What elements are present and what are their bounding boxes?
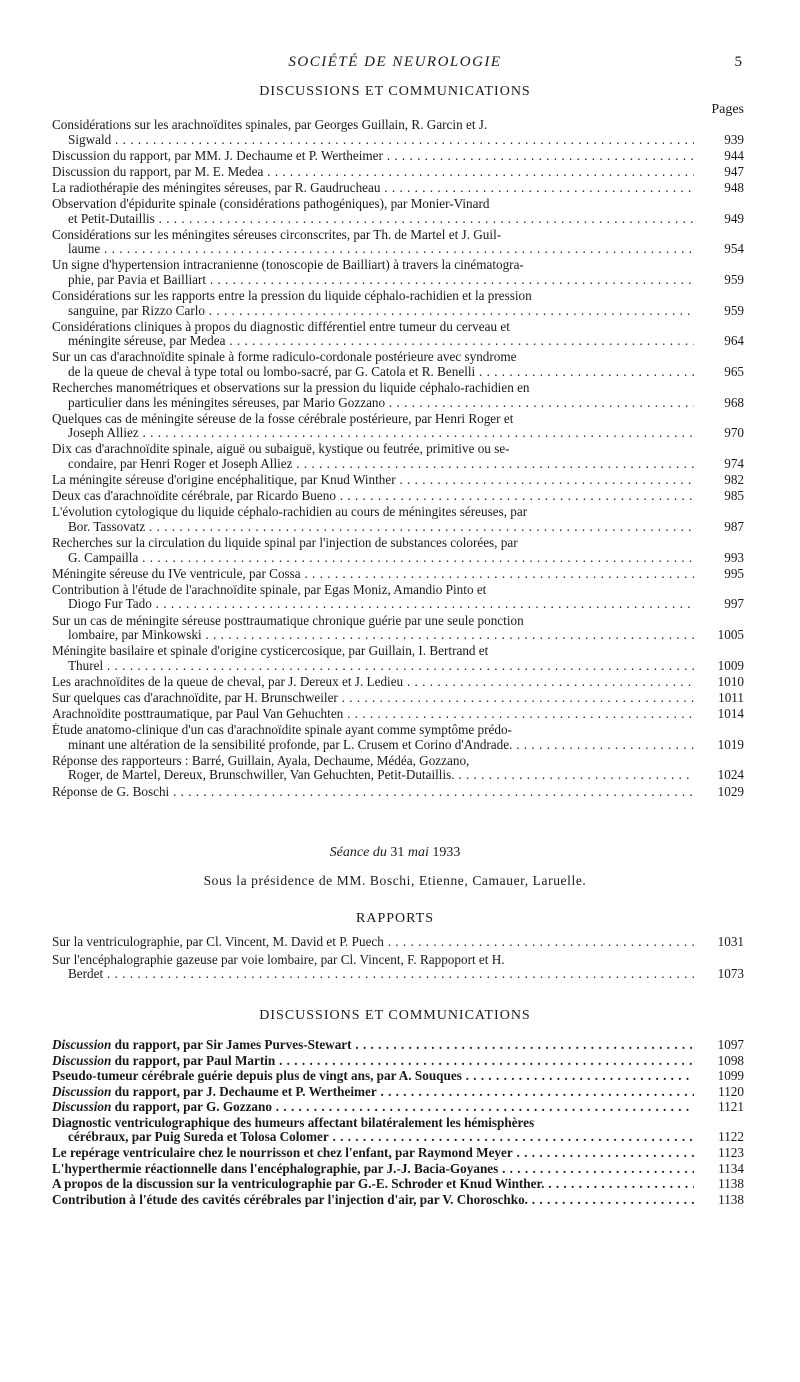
toc-entry (52, 472, 744, 488)
toc-entry-line: Diogo Fur Tado (68, 597, 152, 612)
toc-entry-line: Observation d'épidurite spinale (considérations pathogéniques), par Monier-Vinard (52, 196, 490, 211)
toc-entry-text (52, 133, 694, 148)
toc-entry-text (52, 1193, 694, 1208)
toc-entry (52, 753, 744, 783)
toc-entry-line: Étude anatomo-clinique d'un cas d'arachnoïdite spinale ayant comme symptôme prédo- (52, 723, 512, 738)
toc-entry-text (52, 1100, 694, 1115)
toc-entry (52, 644, 744, 673)
toc-entry-text (52, 258, 694, 273)
toc-entry-text (52, 1069, 694, 1084)
toc-entry-line: Les arachnoïdites de la queue de cheval, par J. Dereux et J. Ledieu (52, 674, 404, 689)
toc-entry-line: Bor. Tassovatz (68, 519, 146, 534)
toc-entry-line: particulier dans les méningites séreuses, par Mario Gozzano (68, 395, 386, 410)
toc-entry-text (52, 644, 694, 659)
toc-entry-text (52, 197, 694, 212)
toc-entry-line: La méningite séreuse d'origine encéphalitique, par Knud Winther (52, 473, 396, 488)
toc-entry-page: 970 (724, 425, 744, 441)
toc-entry-line: L'hyperthermie réactionnelle dans l'encéphalographie, par J.-J. Bacia-Goyanes (52, 1161, 499, 1176)
running-head (52, 48, 742, 72)
toc-entry (52, 1176, 744, 1192)
toc-entry (52, 1099, 744, 1115)
session-title-italic: Séance du (329, 845, 387, 861)
toc-entry-line: du rapport, par G. Gozzano (111, 1100, 272, 1115)
toc-entry-line: cérébraux, par Puig Sureda et Tolosa Colomer (68, 1130, 329, 1145)
toc-entry-line: Contribution à l'étude des cavités cérébrales par l'injection d'air, par V. Choroschko. (52, 1192, 528, 1207)
toc-entry-text (52, 551, 694, 566)
toc-entry-line: Roger, de Martel, Dereux, Brunschwiller, Van Gehuchten, Petit-Dutaillis. (68, 768, 455, 783)
toc-entry (52, 118, 744, 147)
toc-entry-line: Considérations sur les arachnoïdites spinales, par Georges Guillain, R. Garcin et J. (52, 118, 488, 132)
toc-entry (52, 179, 744, 196)
toc-entry-line: Sur l'encéphalographie gazeuse par voie lombaire, par Cl. Vincent, F. Rappoport et H. (52, 952, 505, 967)
toc-entry (52, 582, 744, 612)
toc-entry-text (52, 289, 694, 304)
toc-entry-text (52, 228, 694, 243)
toc-entry-page: 1031 (717, 934, 744, 950)
toc-entry-text (52, 426, 694, 441)
toc-entry-text (52, 707, 694, 722)
toc-entry-line: du rapport, par Paul Martin (111, 1053, 276, 1068)
toc-entry-line: du rapport, par J. Dechaume et P. Wertheimer (111, 1084, 377, 1099)
toc-section-2 (52, 934, 744, 982)
toc-entry-text (52, 967, 694, 982)
toc-entry (52, 613, 744, 643)
toc-entry-text (52, 1130, 694, 1145)
toc-entry-text (52, 365, 694, 380)
toc-entry-text (52, 520, 694, 535)
toc-entry-page: 1123 (718, 1145, 744, 1161)
toc-entry-page: 987 (724, 518, 744, 534)
toc-entry-line: Deux cas d'arachnoïdite cérébrale, par Ricardo Bueno (52, 489, 336, 504)
toc-section-1 (52, 118, 744, 799)
page-number: 5 (734, 54, 742, 70)
toc-entry (52, 783, 744, 800)
toc-entry-text (52, 350, 694, 365)
toc-entry-text (52, 1177, 694, 1192)
toc-entry (52, 934, 744, 950)
toc-entry-line: A propos de la discussion sur la ventriculographie par G.-E. Schroder et Knud Winther. (52, 1177, 545, 1192)
toc-entry-text (52, 1038, 694, 1053)
toc-entry-line: G. Campailla (68, 550, 139, 565)
toc-entry-text (52, 273, 694, 288)
toc-entry-text (52, 381, 694, 396)
running-title: SOCIÉTÉ DE NEUROLOGIE (288, 54, 502, 70)
toc-entry-page: 1099 (717, 1068, 744, 1084)
toc-entry-line: Thurel (68, 658, 104, 673)
section-heading-rapports: RAPPORTS (356, 911, 434, 927)
toc-entry-text (52, 723, 694, 738)
toc-entry (52, 258, 744, 287)
toc-entry-line: Quelques cas de méningite séreuse de la fosse cérébrale postérieure, par Henri Roger et (52, 411, 514, 426)
toc-entry-line: Joseph Alliez (68, 426, 139, 441)
toc-entry (52, 196, 744, 226)
pages-column-label: Pages (711, 102, 744, 117)
toc-entry-page: 995 (724, 565, 744, 581)
toc-entry-line: Réponse de G. Boschi (52, 784, 170, 799)
toc-entry-text (52, 935, 694, 950)
toc-entry-page: 1024 (717, 767, 744, 783)
toc-entry-text (52, 320, 694, 335)
toc-entry (52, 411, 744, 441)
toc-entry-text (52, 396, 694, 411)
toc-entry-page: 974 (724, 456, 744, 472)
toc-entry-line: de la queue de cheval à type total ou lombo-sacré, par G. Catola et R. Benelli (68, 365, 476, 379)
toc-entry-line: La radiothérapie des méningites séreuses, par R. Gaudrucheau (52, 180, 381, 195)
session-year: 1933 (432, 845, 461, 861)
toc-entry-line: Discussion du rapport, par MM. J. Dechaume et P. Wertheimer (52, 148, 383, 163)
toc-entry-line: Sur quelques cas d'arachnoïdite, par H. Brunschweiler (52, 690, 338, 705)
toc-entry-page: 1121 (718, 1099, 744, 1115)
toc-entry-page: 947 (724, 163, 744, 179)
toc-entry (52, 442, 744, 472)
toc-entry (52, 536, 744, 565)
toc-entry-line: Diagnostic ventriculographique des humeurs affectant bilatéralement les hémisphères (52, 1115, 535, 1130)
toc-entry-line: Recherches manométriques et observations sur la pression du liquide céphalo-rachidien en (52, 381, 530, 396)
toc-entry-text (52, 659, 694, 674)
toc-entry-page: 965 (724, 364, 744, 379)
toc-entry (52, 488, 744, 504)
toc-entry-text (52, 953, 694, 968)
section-heading-discussions: DISCUSSIONS ET COMMUNICATIONS (259, 84, 531, 99)
toc-entry-page: 1029 (717, 783, 744, 799)
toc-entry-page: 1009 (717, 657, 744, 673)
toc-entry-text (52, 489, 694, 504)
toc-entry-text (52, 149, 694, 164)
toc-entry-page: 1122 (718, 1129, 744, 1145)
toc-entry (52, 319, 744, 349)
toc-entry (52, 1115, 744, 1145)
toc-entry-lead: Discussion (52, 1084, 112, 1099)
toc-entry-page: 948 (724, 179, 744, 195)
toc-entry-text (52, 1146, 694, 1161)
toc-entry-page: 982 (724, 472, 744, 488)
toc-entry-page: 1098 (717, 1052, 744, 1068)
toc-entry-line: Méningite séreuse du IVe ventricule, par Cossa (52, 566, 301, 581)
toc-entry-text (52, 1054, 694, 1069)
toc-entry-page: 985 (724, 488, 744, 504)
toc-entry-text (52, 181, 694, 196)
toc-entry-line: laume (68, 242, 101, 257)
toc-entry-page: 1073 (717, 966, 744, 982)
session-month: mai (407, 845, 429, 861)
toc-entry-text (52, 505, 694, 520)
toc-entry (52, 381, 744, 410)
toc-entry (52, 1160, 744, 1177)
toc-entry-line: Méningite basilaire et spinale d'origine cysticercosique, par Guillain, I. Bertrand et (52, 644, 489, 659)
toc-entry (52, 1145, 744, 1161)
toc-entry-page: 997 (724, 596, 744, 612)
toc-entry-text (52, 242, 694, 257)
toc-entry-page: 944 (724, 147, 744, 163)
toc-entry-text (52, 785, 694, 800)
toc-entry (52, 505, 744, 534)
toc-entry (52, 147, 744, 164)
session-date-number: 31 (390, 845, 405, 861)
toc-entry (52, 1191, 744, 1208)
toc-entry (52, 289, 744, 318)
toc-entry-line: phie, par Pavia et Bailliart (68, 272, 207, 287)
toc-entry-line: L'évolution cytologique du liquide céphalo-rachidien au cours de méningites séreuses, par (52, 505, 528, 520)
toc-entry-text (52, 738, 694, 753)
toc-entry-lead: Discussion (52, 1100, 112, 1115)
toc-entry (52, 1068, 744, 1084)
toc-entry-line: condaire, par Henri Roger et Joseph Alliez (68, 457, 293, 472)
toc-entry-page: 1138 (718, 1176, 744, 1192)
toc-entry-page: 1005 (717, 627, 744, 643)
toc-entry-line: Considérations sur les méningites séreuses circonscrites, par Th. de Martel et J. Guil- (52, 227, 502, 242)
toc-entry-line: méningite séreuse, par Medea (68, 334, 226, 349)
toc-entry-line: et Petit-Dutaillis (68, 211, 155, 226)
toc-entry-page: 1019 (717, 736, 744, 752)
toc-entry-page: 949 (724, 210, 744, 226)
toc-entry-line: Pseudo-tumeur cérébrale guérie depuis plus de vingt ans, par A. Souques (52, 1069, 462, 1084)
toc-entry-line: Sur un cas de méningite séreuse posttraumatique chronique guérie par une seule ponction (52, 613, 524, 628)
toc-entry-text (52, 1162, 694, 1177)
toc-entry-text (52, 442, 694, 457)
toc-entry-text (52, 614, 694, 629)
toc-entry-text (52, 165, 694, 180)
toc-entry-page: 1120 (718, 1083, 744, 1099)
toc-entry-text (52, 536, 694, 551)
toc-entry-line: Arachnoïdite posttraumatique, par Paul Van Gehuchten (52, 707, 344, 722)
toc-entry-page: 1134 (718, 1160, 744, 1176)
toc-entry-page: 1010 (717, 673, 744, 689)
toc-entry-line: Discussion du rapport, par M. E. Medea (52, 164, 264, 179)
toc-entry-line: minant une altération de la sensibilité profonde, par L. Crusem et Corino d'Andrade. (68, 737, 513, 752)
toc-entry-text (52, 691, 694, 706)
toc-entry-line: Considérations sur les rapports entre la pression du liquide céphalo-rachidien et la pression (52, 289, 532, 304)
toc-entry-text (52, 567, 694, 582)
toc-entry-text (52, 1085, 694, 1100)
toc-entry-lead: Discussion (52, 1053, 112, 1068)
toc-entry-line: Berdet (68, 967, 104, 982)
toc-entry-text (52, 597, 694, 612)
toc-entry-page: 1011 (718, 689, 744, 705)
toc-entry (52, 689, 744, 706)
section-heading-discussions-2: DISCUSSIONS ET COMMUNICATIONS (259, 1007, 531, 1023)
toc-entry-line: Sigwald (68, 132, 112, 147)
toc-entry-text (52, 334, 694, 349)
toc-entry-page: 959 (724, 302, 744, 318)
toc-entry-text (52, 118, 694, 133)
toc-entry-text (52, 212, 694, 227)
toc-entry-line: du rapport, par Sir James Purves-Stewart (111, 1037, 352, 1052)
toc-entry (52, 1052, 744, 1069)
toc-entry-line: Dix cas d'arachnoïdite spinale, aiguë ou subaiguë, kystique ou feutrée, primitive ou se- (52, 442, 510, 457)
toc-entry (52, 706, 744, 722)
toc-entry-page: 968 (724, 394, 744, 410)
toc-entry-line: Recherches sur la circulation du liquide spinal par l'injection de substances colorées, par (52, 536, 518, 551)
toc-entry-line: Sur la ventriculographie, par Cl. Vincent, M. David et P. Puech (52, 935, 384, 950)
toc-entry (52, 350, 744, 379)
toc-entry (52, 723, 744, 752)
toc-entry (52, 163, 744, 180)
toc-entry-text (52, 768, 694, 783)
toc-entry (52, 227, 744, 257)
toc-entry (52, 1036, 744, 1053)
toc-entry-page: 939 (724, 131, 744, 147)
toc-entry-line: Considérations cliniques à propos du diagnostic différentiel entre tumeur du cerveau et (52, 319, 510, 334)
toc-entry-line: lombaire, par Minkowski (68, 628, 202, 643)
toc-entry-text (52, 473, 694, 488)
toc-entry-text (52, 1116, 694, 1131)
toc-entry-line: Réponse des rapporteurs : Barré, Guillain, Ayala, Dechaume, Médéa, Gozzano, (52, 753, 470, 768)
toc-entry (52, 565, 744, 582)
toc-entry-line: Sur un cas d'arachnoïdite spinale à forme radiculo-cordonale postérieure avec syndrome (52, 350, 517, 365)
toc-entry-text (52, 583, 694, 598)
toc-section-3 (52, 1036, 744, 1208)
toc-entry-page: 993 (724, 549, 744, 565)
toc-entry-page: 1014 (717, 706, 744, 722)
toc-entry (52, 673, 744, 690)
toc-entry-page: 959 (724, 271, 744, 287)
toc-entry-page: 1097 (717, 1036, 744, 1052)
toc-entry-text (52, 754, 694, 769)
toc-entry-line: Contribution à l'étude de l'arachnoïdite spinale, par Egas Moniz, Amandio Pinto et (52, 582, 487, 597)
toc-entry-text (52, 675, 694, 690)
session-title (52, 845, 738, 861)
toc-entry-text (52, 412, 694, 427)
toc-entry-page: 964 (724, 333, 744, 349)
presidence-line: Sous la présidence de MM. Boschi, Etienne, Camauer, Laruelle. (203, 873, 587, 889)
toc-entry-text (52, 628, 694, 643)
toc-entry-line: sanguine, par Rizzo Carlo (68, 303, 205, 318)
toc-entry-page: 1138 (718, 1191, 744, 1207)
toc-entry-line: Un signe d'hypertension intracranienne (tonoscopie de Bailliart) à travers la cinématogra- (52, 258, 524, 273)
toc-entry-line: Le repérage ventriculaire chez le nourrisson et chez l'enfant, par Raymond Meyer (52, 1146, 513, 1161)
toc-entry (52, 952, 744, 982)
toc-entry-lead: Discussion (52, 1037, 112, 1052)
toc-entry (52, 1083, 744, 1100)
toc-entry-page: 954 (724, 241, 744, 257)
toc-entry-text (52, 457, 694, 472)
toc-entry-text (52, 304, 694, 319)
